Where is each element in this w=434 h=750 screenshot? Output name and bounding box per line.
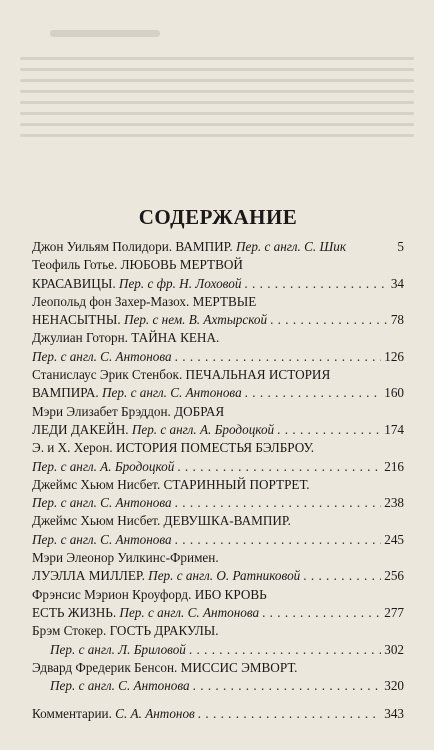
toc-entry[interactable] bbox=[32, 549, 404, 586]
entry-author: Леопольд фон Захер-Мазох. bbox=[32, 293, 190, 309]
entry-title: ВАМПИР. bbox=[175, 239, 233, 254]
entry-page: 302 bbox=[384, 641, 404, 657]
entry-translator: Пер. с фр. Н. Лоховой bbox=[118, 275, 242, 291]
entry-title: КРАСАВИЦЫ. bbox=[32, 275, 116, 291]
entry-translator: Пер. с англ. С. Антонова bbox=[32, 531, 172, 547]
entry-title: ГОСТЬ ДРАКУЛЫ. bbox=[109, 623, 219, 639]
toc-entry[interactable] bbox=[32, 293, 404, 330]
toc-entry[interactable] bbox=[32, 439, 404, 476]
page-title: СОДЕРЖАНИЕ bbox=[138, 205, 298, 229]
entry-translator: Пер. с англ. О. Ратниковой bbox=[148, 568, 301, 584]
comments-page: 343 bbox=[384, 706, 404, 722]
entry-page: 216 bbox=[384, 458, 404, 474]
entry-author: Джон Уильям Полидори. bbox=[32, 239, 173, 254]
entry-page: 245 bbox=[384, 531, 404, 547]
entry-page: 160 bbox=[384, 385, 404, 401]
entry-page: 277 bbox=[384, 604, 404, 620]
entry-translator: Пер. с англ. А. Бродоцкой bbox=[32, 458, 175, 474]
entry-page: 78 bbox=[390, 312, 404, 328]
entry-translator: Пер. с англ. С. Антонова bbox=[119, 604, 260, 620]
entry-author: Джеймс Хьюм Нисбет. bbox=[32, 513, 161, 529]
entry-title: ДОБРАЯ bbox=[174, 403, 225, 419]
toc-entry-comments[interactable] bbox=[32, 705, 404, 723]
entry-title: НЕНАСЫТНЫ. bbox=[32, 312, 121, 328]
entry-title: ЛУЭЛЛА МИЛЛЕР. bbox=[32, 568, 145, 584]
entry-page: 5 bbox=[397, 239, 404, 254]
entry-author: Эдвард Фредерик Бенсон. bbox=[32, 659, 178, 675]
entry-translator: Пер. с англ. С. Антонова bbox=[32, 495, 172, 511]
entry-title: ИБО КРОВЬ bbox=[194, 586, 267, 602]
entry-translator: Пер. с англ. С. Антонова bbox=[102, 385, 242, 401]
toc-entry[interactable] bbox=[32, 512, 404, 549]
entry-title: ЛЕДИ ДАКЕЙН. bbox=[32, 421, 129, 437]
show-through-text bbox=[20, 30, 414, 170]
entry-title: ТАЙНА КЕНА. bbox=[131, 330, 220, 346]
toc-entry[interactable] bbox=[32, 622, 404, 659]
toc-entry[interactable] bbox=[32, 476, 404, 513]
entry-page: 126 bbox=[384, 348, 404, 364]
entry-title: МИССИС ЭМВОРТ. bbox=[180, 659, 298, 675]
entry-author: Э. и Х. Херон. bbox=[32, 440, 113, 456]
toc-entry[interactable] bbox=[32, 256, 404, 293]
entry-page: 320 bbox=[384, 678, 404, 694]
entry-author: Джеймс Хьюм Нисбет. bbox=[32, 476, 161, 492]
toc-entry[interactable] bbox=[32, 586, 404, 623]
toc-entry[interactable] bbox=[32, 403, 404, 440]
entry-translator: Пер. с англ. С. Антонова bbox=[32, 348, 172, 364]
contents-page bbox=[32, 205, 404, 724]
entry-author: Теофиль Готье. bbox=[32, 257, 118, 273]
entry-page: 174 bbox=[384, 421, 404, 437]
toc-entry[interactable] bbox=[32, 366, 404, 403]
comments-label: Комментарии. bbox=[32, 706, 112, 722]
comments-author: С. А. Антонов bbox=[115, 706, 195, 722]
entry-author: Мэри Элизабет Брэддон. bbox=[32, 403, 171, 419]
entry-title: ВАМПИРА. bbox=[32, 385, 99, 401]
entry-title: ИСТОРИЯ ПОМЕСТЬЯ БЭЛБРОУ. bbox=[116, 440, 315, 456]
entry-translator: Пер. с нем. В. Ахтырской bbox=[123, 312, 268, 328]
toc-entry[interactable] bbox=[32, 659, 404, 696]
entry-title: ПЕЧАЛЬНАЯ ИСТОРИЯ bbox=[185, 367, 331, 383]
entry-author: Станислаус Эрик Стенбок. bbox=[32, 367, 183, 383]
entry-page: 256 bbox=[384, 568, 404, 584]
entry-author: Фрэнсис Мэрион Кроуфорд. bbox=[32, 586, 192, 602]
entry-title: СТАРИННЫЙ ПОРТРЕТ. bbox=[163, 476, 310, 492]
entry-translator: Пер. с англ. Л. Бриловой bbox=[50, 641, 186, 657]
toc-entry[interactable] bbox=[32, 329, 404, 366]
entry-title: МЕРТВЫЕ bbox=[192, 293, 257, 309]
entry-page: 238 bbox=[384, 495, 404, 511]
entry-author: Джулиан Готорн. bbox=[32, 330, 128, 346]
entry-translator: Пер. с англ. С. Шик bbox=[235, 239, 347, 254]
entry-author: Мэри Элеонор Уилкинс-Фримен. bbox=[32, 550, 219, 566]
entry-title: ЛЮБОВЬ МЕРТВОЙ bbox=[120, 257, 243, 273]
entry-translator: Пер. с англ. А. Бродоцкой bbox=[131, 421, 275, 437]
entry-author: Брэм Стокер. bbox=[32, 623, 107, 639]
entry-page: 34 bbox=[390, 275, 404, 291]
toc-entry[interactable] bbox=[32, 238, 404, 256]
entry-title: ДЕВУШКА-ВАМПИР. bbox=[163, 513, 291, 529]
entry-title: ЕСТЬ ЖИЗНЬ. bbox=[32, 604, 117, 620]
entry-translator: Пер. с англ. С. Антонова bbox=[50, 678, 190, 694]
